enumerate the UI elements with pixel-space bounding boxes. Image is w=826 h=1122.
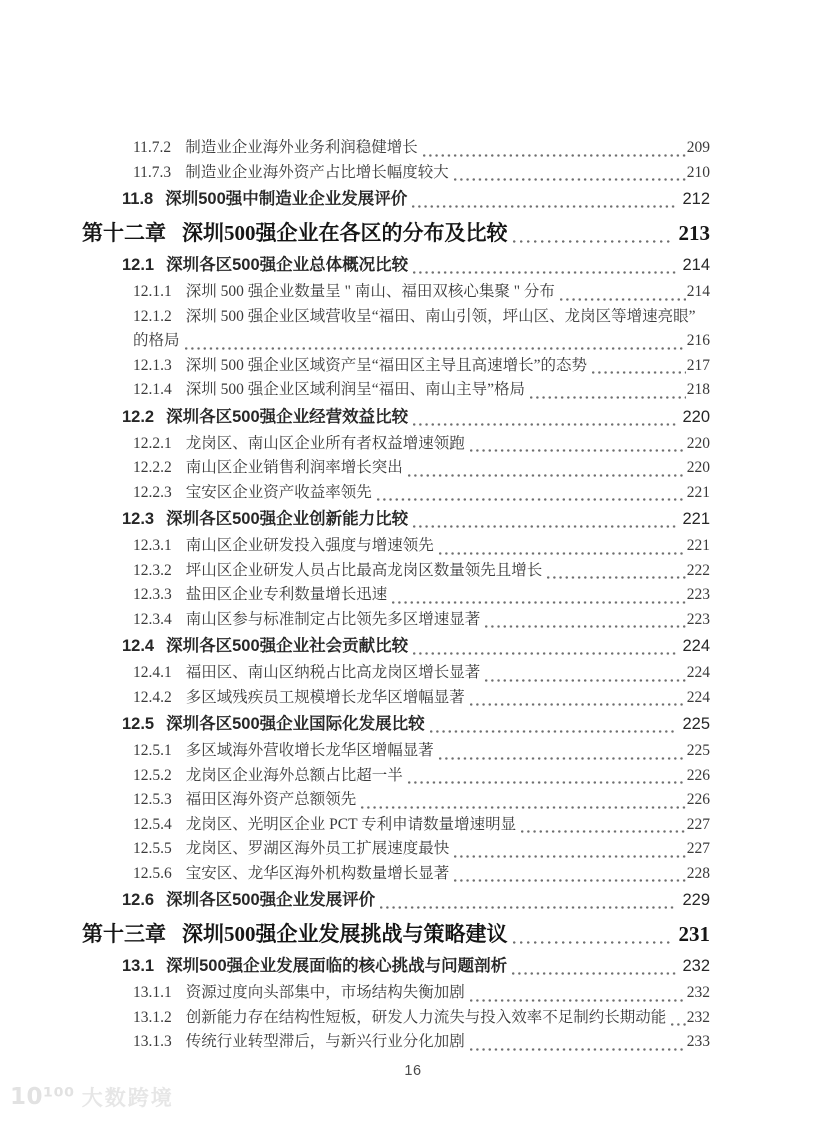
dot-leader	[454, 855, 685, 858]
entry-page: 216	[686, 332, 710, 349]
toc-entry-12-1-2-line2[interactable]	[82, 329, 710, 354]
toc-entry-12-6[interactable]	[82, 887, 710, 914]
brand-name: 大数跨境	[81, 1087, 174, 1110]
entry-title: 深圳 500 强企业数量呈 " 南山、福田双核心集聚 " 分布	[185, 283, 555, 300]
entry-page: 232	[686, 1008, 710, 1026]
entry-title: 南山区企业研发投入强度与增速领先	[185, 537, 434, 554]
dot-leader	[430, 730, 677, 733]
entry-page: 223	[686, 610, 710, 628]
dot-leader	[413, 423, 676, 426]
entry-page: 210	[686, 163, 710, 181]
entry-title: 南山区企业销售利润率增长突出	[185, 459, 403, 476]
table-of-contents	[82, 136, 710, 1055]
entry-title: 福田区、南山区纳税占比高龙岗区增长显著	[185, 664, 481, 681]
entry-page: 212	[682, 190, 710, 208]
entry-title: 制造业企业海外业务利润稳健增长	[185, 139, 418, 156]
entry-title: 深圳各区500强企业国际化发展比较	[166, 715, 425, 733]
entry-title: 创新能力存在结构性短板，研发人力流失与投入效率不足制约长期动能	[185, 1008, 667, 1026]
entry-page: 227	[686, 840, 710, 857]
watermark	[10, 1082, 174, 1112]
entry-number: 12.1.4	[133, 381, 172, 398]
dot-leader	[361, 806, 685, 809]
entry-title: 龙岗区、罗湖区海外员工扩展速度最快	[185, 840, 450, 857]
entry-title: 坪山区企业研发人员占比最高龙岗区数量领先且增长	[185, 561, 543, 579]
toc-entry-12-5-2[interactable]	[82, 764, 710, 789]
entry-number: 12.1.2	[133, 307, 172, 325]
page-number: 16	[404, 1063, 422, 1079]
toc-entry-12-2-3[interactable]	[82, 481, 710, 506]
entry-title: 福田区海外资产总额领先	[185, 791, 357, 808]
entry-page: 218	[686, 381, 710, 398]
toc-entry-chapter-12[interactable]	[82, 218, 710, 249]
entry-number: 12.1	[122, 256, 155, 274]
entry-title: 深圳各区500强企业社会贡献比较	[166, 637, 409, 655]
dot-leader	[408, 781, 686, 784]
entry-title: 盐田区企业专利数量增长迅速	[185, 586, 388, 603]
entry-number: 12.5.2	[133, 766, 172, 784]
entry-page: 226	[686, 766, 710, 784]
toc-entry-12-3-3[interactable]	[82, 583, 710, 608]
brand-logo-icon: 10¹⁰⁰	[10, 1084, 75, 1110]
entry-page: 214	[686, 283, 710, 300]
entry-title: 深圳各区500强企业经营效益比较	[166, 407, 409, 426]
dot-leader	[392, 601, 685, 604]
entry-number: 12.4.2	[133, 688, 172, 706]
toc-entry-12-4-2[interactable]	[82, 686, 710, 711]
dot-leader	[413, 652, 676, 655]
entry-number: 12.3.1	[133, 537, 172, 554]
entry-title: 制造业企业海外资产占比增长幅度较大	[185, 163, 449, 181]
dot-leader	[592, 371, 686, 374]
entry-number: 12.5.1	[133, 742, 172, 759]
entry-number: 11.7.2	[133, 139, 172, 156]
dot-leader	[439, 552, 686, 555]
entry-page: 227	[686, 815, 710, 833]
entry-page: 221	[686, 483, 710, 501]
entry-number: 13.1.3	[133, 1033, 172, 1050]
entry-title: 多区域海外营收增长龙华区增幅显著	[185, 742, 434, 759]
entry-page: 220	[686, 459, 710, 476]
toc-entry-12-5-1[interactable]	[82, 739, 710, 764]
toc-entry-12-5-6[interactable]	[82, 862, 710, 887]
entry-number: 13.1.1	[133, 984, 172, 1001]
toc-entry-12-1[interactable]	[82, 252, 710, 279]
entry-title: 传统行业转型滞后，与新兴行业分化加剧	[185, 1033, 465, 1050]
entry-page: 224	[682, 637, 710, 655]
entry-number: 12.3	[122, 510, 155, 528]
entry-title: 龙岗区、光明区企业 PCT 专利申请数量增速明显	[185, 815, 517, 833]
dot-leader	[423, 154, 686, 157]
entry-title: 宝安区、龙华区海外机构数量增长显著	[185, 864, 450, 882]
entry-title-continued: 的格局	[133, 332, 180, 349]
entry-page: 222	[686, 561, 710, 579]
entry-title: 深圳 500 强企业区域资产呈“福田区主导且高速增长”的态势	[185, 356, 588, 374]
dot-leader	[485, 625, 685, 628]
dot-leader	[413, 271, 676, 274]
entry-page: 225	[686, 742, 710, 759]
entry-page: 225	[682, 715, 710, 733]
entry-number: 11.8	[122, 190, 154, 208]
dot-leader	[377, 498, 686, 501]
dot-leader	[521, 830, 686, 833]
toc-entry-12-3[interactable]	[82, 506, 710, 533]
toc-entry-12-3-1[interactable]	[82, 534, 710, 559]
entry-number: 13.1	[122, 957, 155, 975]
entry-number: 12.2.3	[133, 483, 172, 501]
dot-leader	[412, 205, 676, 208]
toc-entry-11-7-3[interactable]	[82, 161, 710, 186]
entry-page: 228	[686, 864, 710, 882]
entry-title: 深圳各区500强企业总体概况比较	[166, 256, 409, 274]
toc-entry-13-1-3[interactable]	[82, 1030, 710, 1055]
entry-number: 11.7.3	[133, 163, 172, 181]
entry-number: 12.6	[122, 891, 155, 909]
dot-leader	[513, 941, 672, 944]
entry-number: 12.3.2	[133, 561, 172, 579]
toc-entry-12-5[interactable]	[82, 711, 710, 738]
toc-entry-11-8[interactable]	[82, 186, 710, 213]
entry-number: 13.1.2	[133, 1008, 172, 1026]
entry-number: 12.3.4	[133, 610, 172, 628]
entry-number: 12.5.5	[133, 840, 172, 857]
toc-entry-12-1-1[interactable]	[82, 280, 710, 305]
entry-number: 12.1.1	[133, 283, 172, 300]
entry-title: 多区域残疾员工规模增长龙华区增幅显著	[185, 688, 465, 706]
toc-entry-12-5-5[interactable]	[82, 837, 710, 862]
toc-entry-12-3-4[interactable]	[82, 608, 710, 633]
entry-page: 209	[686, 139, 710, 156]
entry-title: 深圳500强企业发展面临的核心挑战与问题剖析	[166, 957, 508, 975]
entry-number: 12.1.3	[133, 356, 172, 374]
entry-title: 龙岗区企业海外总额占比超一半	[185, 766, 403, 784]
dot-leader	[380, 906, 676, 909]
entry-number: 12.5	[122, 715, 155, 733]
entry-title: 宝安区企业资产收益率领先	[185, 483, 372, 501]
dot-leader	[454, 879, 685, 882]
entry-page: 231	[678, 922, 710, 946]
toc-entry-12-2[interactable]	[82, 404, 710, 431]
entry-number: 12.5.3	[133, 791, 172, 808]
toc-entry-12-1-4[interactable]	[82, 378, 710, 403]
toc-entry-13-1[interactable]	[82, 953, 710, 980]
dot-leader	[439, 757, 686, 760]
entry-title: 深圳各区500强企业发展评价	[166, 891, 376, 909]
entry-page: 217	[686, 356, 710, 374]
entry-title: 深圳各区500强企业创新能力比较	[166, 510, 409, 528]
entry-page: 220	[686, 434, 710, 452]
toc-entry-12-4[interactable]	[82, 633, 710, 660]
entry-page: 232	[686, 984, 710, 1001]
dot-leader	[470, 1048, 686, 1051]
toc-entry-11-7-2[interactable]	[82, 136, 710, 161]
dot-leader	[485, 679, 685, 682]
dot-leader	[671, 1023, 685, 1026]
toc-entry-12-1-3[interactable]	[82, 354, 710, 379]
entry-page: 229	[682, 891, 710, 909]
entry-number: 12.2.1	[133, 434, 172, 452]
toc-entry-13-1-1[interactable]	[82, 981, 710, 1006]
dot-leader	[408, 474, 686, 477]
entry-title: 深圳 500 强企业区域利润呈“福田、南山主导”格局	[185, 381, 526, 398]
dot-leader	[512, 972, 676, 975]
entry-title: 南山区参与标准制定占比领先多区增速显著	[185, 610, 481, 628]
dot-leader	[470, 999, 686, 1002]
toc-entry-chapter-13[interactable]	[82, 919, 710, 950]
entry-page: 221	[682, 510, 710, 528]
toc-entry-12-2-2[interactable]	[82, 456, 710, 481]
entry-page: 223	[686, 586, 710, 603]
entry-number: 12.2.2	[133, 459, 172, 476]
entry-number: 12.3.3	[133, 586, 172, 603]
toc-entry-12-2-1[interactable]	[82, 432, 710, 457]
dot-leader	[530, 396, 686, 399]
toc-entry-13-1-2[interactable]	[82, 1006, 710, 1031]
entry-title: 深圳 500 强企业区域营收呈“福田、南山引领，坪山区、龙岗区等增速亮眼”	[185, 307, 696, 325]
toc-entry-12-3-2[interactable]	[82, 559, 710, 584]
entry-page: 214	[682, 256, 710, 274]
entry-number: 12.2	[122, 407, 155, 426]
entry-page: 232	[682, 957, 710, 975]
entry-number: 12.5.4	[133, 815, 172, 833]
entry-page: 221	[686, 537, 710, 554]
chapter-number: 第十三章	[82, 922, 166, 946]
dot-leader	[560, 298, 686, 301]
entry-number: 12.5.6	[133, 864, 172, 882]
entry-page: 226	[686, 791, 710, 808]
dot-leader	[470, 703, 686, 706]
dot-leader	[547, 576, 685, 579]
entry-title: 龙岗区、南山区企业所有者权益增速领跑	[185, 434, 465, 452]
chapter-title: 深圳500强企业发展挑战与策略建议	[182, 922, 508, 946]
toc-entry-12-1-2-line1[interactable]	[82, 305, 710, 330]
entry-title: 深圳500强中制造业企业发展评价	[165, 190, 408, 208]
dot-leader	[454, 178, 686, 181]
chapter-number: 第十二章	[82, 221, 166, 245]
entry-number: 12.4.1	[133, 664, 172, 681]
dot-leader	[185, 347, 686, 350]
entry-page: 233	[686, 1033, 710, 1050]
entry-page: 213	[678, 221, 710, 245]
toc-entry-12-5-4[interactable]	[82, 813, 710, 838]
entry-page: 220	[682, 407, 710, 426]
chapter-title: 深圳500强企业在各区的分布及比较	[182, 221, 508, 245]
entry-title: 资源过度向头部集中，市场结构失衡加剧	[185, 984, 465, 1001]
toc-entry-12-4-1[interactable]	[82, 661, 710, 686]
entry-number: 12.4	[122, 637, 155, 655]
dot-leader	[413, 525, 676, 528]
dot-leader	[470, 449, 686, 452]
dot-leader	[513, 240, 672, 243]
toc-entry-12-5-3[interactable]	[82, 788, 710, 813]
entry-page: 224	[686, 664, 710, 681]
entry-page: 224	[686, 688, 710, 706]
